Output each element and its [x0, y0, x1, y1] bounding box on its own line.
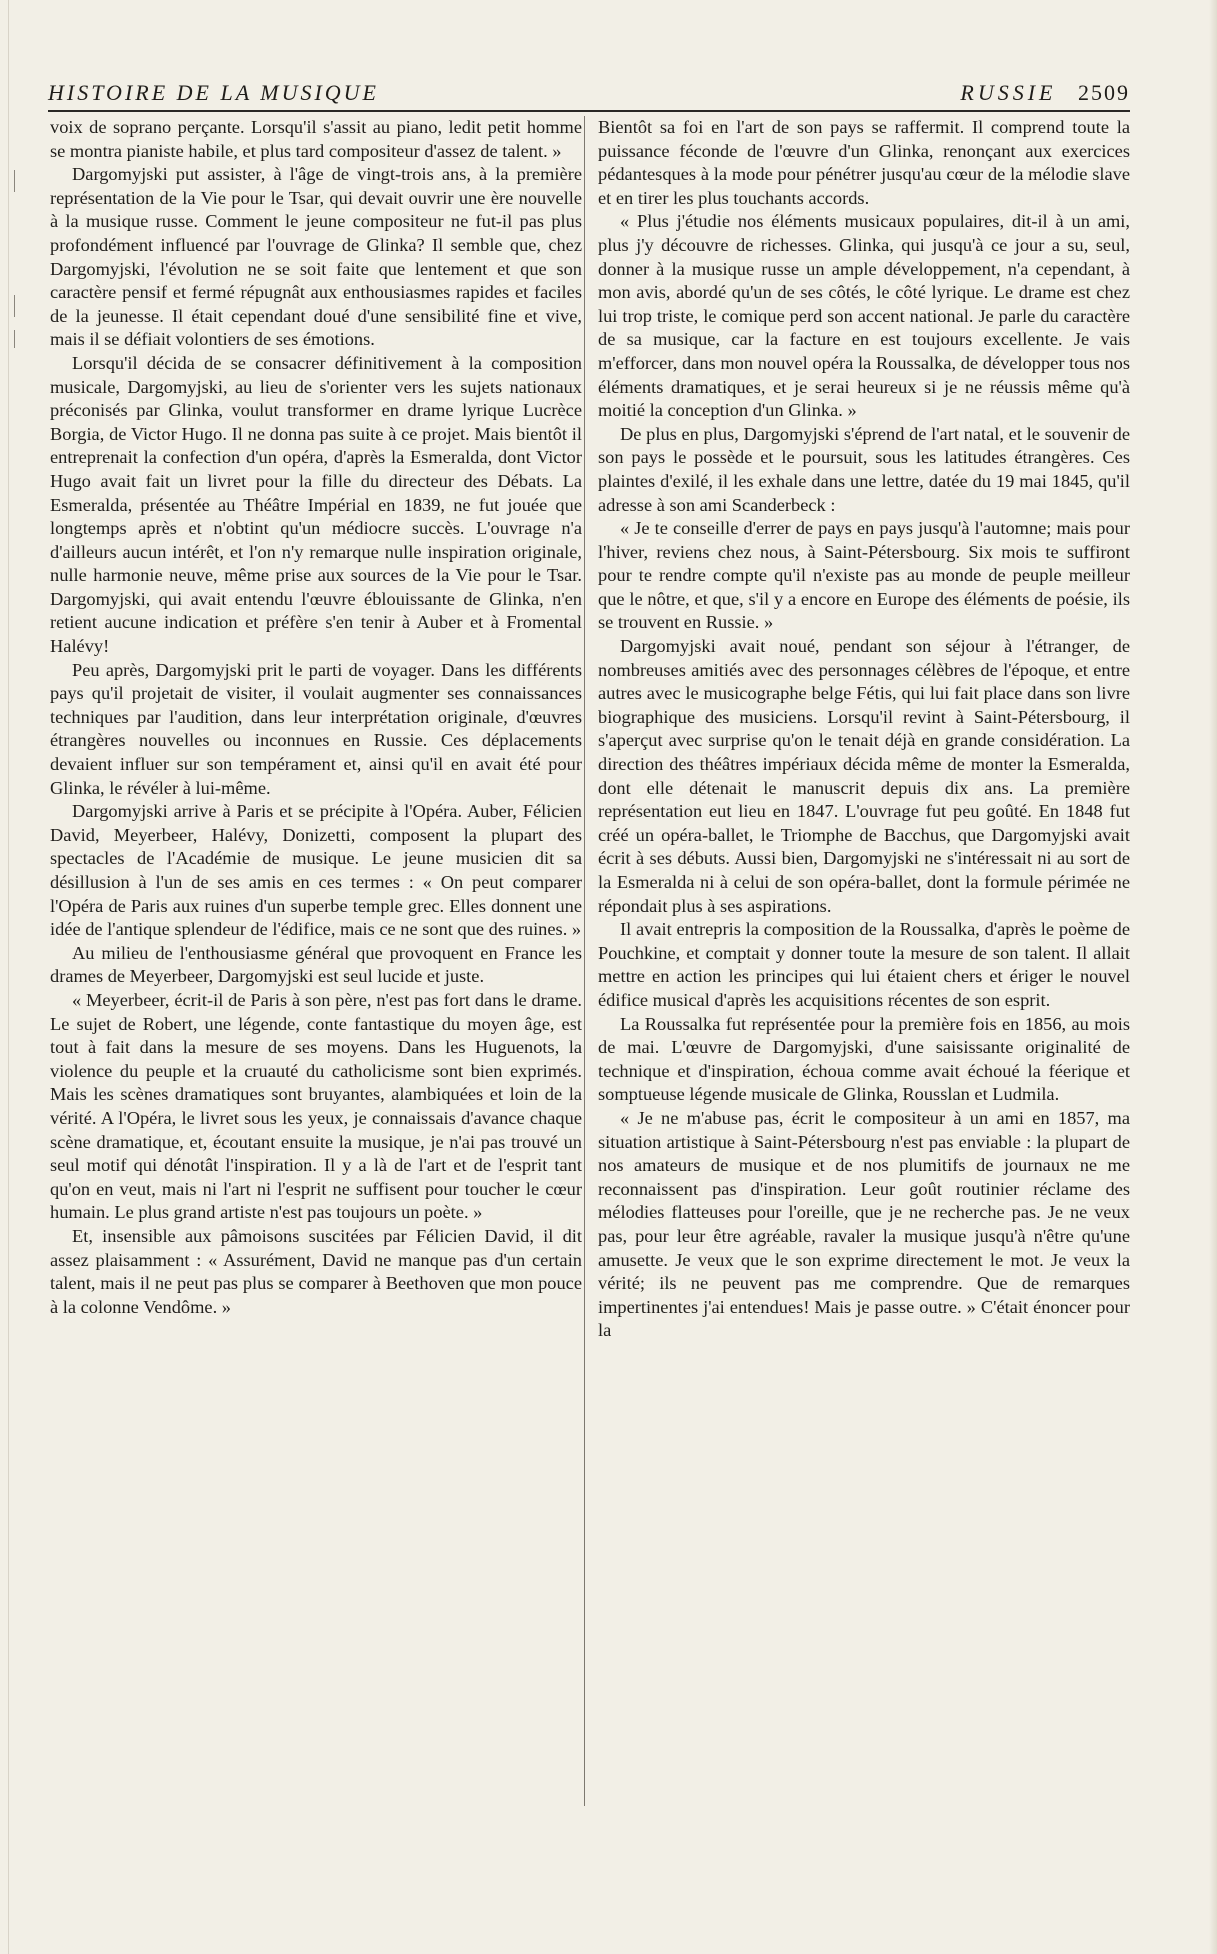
running-title: HISTOIRE DE LA MUSIQUE [48, 80, 379, 105]
paragraph: « Je ne m'abuse pas, écrit le compositeur à un ami en 1857, ma situation artistique à Saint-Pétersbourg n'est pas enviable : la plupart de nos amateurs de musique et de nos plumitifs de journaux ne me reconnaissent pas d'inspiration. Leur goût routinier réclame des mélodies flatteuses pour l'oreille, que je ne recherche pas. Je ne veux pas, pour leur être agréable, ravaler la musique jusqu'à n'être qu'une amusette. Je veux que le son exprime directement le mot. Je veux la vérité; ils ne peuvent pas me comprendre. Que de remarques impertinentes j'ai entendues! Mais je passe outre. » C'était énoncer pour la [598, 1107, 1130, 1341]
header-rule [48, 110, 1130, 112]
margin-mark [14, 295, 15, 317]
paragraph: Il avait entrepris la composition de la Roussalka, d'après le poème de Pouchkine, et comptait y donner toute la mesure de son talent. Il allait mettre en action les principes qui lui étaient chers et ériger le nouvel édifice musical d'après les acquisitions récentes de son esprit. [598, 919, 1130, 1010]
paragraph: Dargomyjski put assister, à l'âge de vingt-trois ans, à la première représentation de la Vie pour le Tsar, qui devait ouvrir une ère nouvelle à la musique russe. Comment le jeune compositeur ne fut-il pas plus profondément influencé par l'ouvrage de Glinka? Il semble que, chez Dargomyjski, l'évolution ne se soit faite que lentement et que son caractère pensif et fermé répugnât aux enthousiasmes rapides et faciles de la jeunesse. Il était cependant doué d'une sensibilité fine et vive, mais il se défiait volontiers de ses émotions. [50, 164, 582, 350]
paragraph: De plus en plus, Dargomyjski s'éprend de l'art natal, et le souvenir de son pays le possède et le poursuit, sous les latitudes étrangères. Ces plaintes d'exilé, il les exhale dans une lettre, datée du 19 mai 1845, qu'il adresse à son ami Scanderbeck : [598, 423, 1130, 515]
paragraph: « Je te conseille d'errer de pays en pays jusqu'à l'automne; mais pour l'hiver, reviens chez nous, à Saint-Pétersbourg. Six mois te suffiront pour te rendre compte qu'il n'existe pas au monde de peuple meilleur que le nôtre, et que, s'il y a encore en Europe des éléments de poésie, ils se trouvent en Russie. » [598, 518, 1130, 633]
left-column [50, 116, 582, 1319]
paragraph: Au milieu de l'enthousiasme général que provoquent en France les drames de Meyerbeer, Dargomyjski est seul lucide et juste. [50, 942, 582, 987]
margin-mark [14, 170, 15, 192]
page-shadow [1209, 0, 1217, 1954]
right-column [598, 116, 1130, 1343]
paragraph: Dargomyjski arrive à Paris et se précipite à l'Opéra. Auber, Félicien David, Meyerbeer, Halévy, Donizetti, composent la plupart des spectacles de l'Académie de musique. Le jeune musicien dit sa désillusion à l'un de ses amis en ces termes : « On peut comparer l'Opéra de Paris aux ruines d'un superbe temple grec. Elles donnent une idée de l'antique splendeur de l'édifice, mais ce ne sont que des ruines. » [50, 801, 582, 940]
paragraph: Lorsqu'il décida de se consacrer définitivement à la composition musicale, Dargomyjski, au lieu de s'orienter vers les sujets nationaux préconisés par Glinka, voulut transformer en drame lyrique Lucrèce Borgia, de Victor Hugo. Il ne donna pas suite à ce projet. Mais bientôt il entreprenait la confection d'un opéra, d'après la Esmeralda, dont Victor Hugo avait fait un livret pour la fille du directeur des Débats. La Esmeralda, présentée au Théâtre Impérial en 1839, ne fut jouée que longtemps après et n'obtint qu'un médiocre succès. L'ouvrage n'a d'ailleurs aucun intérêt, et l'on n'y remarque nulle inspiration originale, nulle harmonie neuve, même prise aux sources de la Vie pour le Tsar. Dargomyjski, qui avait entendu l'œuvre éblouissante de Glinka, n'en retient aucune indication et préfère s'en tenir à Auber et à Fromental Halévy! [50, 352, 582, 657]
running-header [48, 80, 1130, 108]
paragraph: La Roussalka fut représentée pour la première fois en 1856, au mois de mai. L'œuvre de Dargomyjski, d'une saisissante originalité de technique et d'inspiration, échoua comme avait échoué la féerique et somptueuse légende musicale de Glinka, Rousslan et Ludmila. [598, 1013, 1130, 1105]
header-right [960, 80, 1130, 106]
section-title: RUSSIE [960, 80, 1057, 105]
paragraph: « Plus j'étudie nos éléments musicaux populaires, dit-il à un ami, plus j'y découvre de richesses. Glinka, qui jusqu'à ce jour a su, seul, donner à la musique russe un ample développement, n'a cependant, à mon avis, abordé qu'un de ses côtés, le côté lyrique. Le drame est chez lui trop triste, le comique perd son accent national. Je parle du caractère de sa musique, car la facture en est toujours excellente. Je vais m'efforcer, dans mon nouvel opéra la Roussalka, de développer tous nos éléments dramatiques, et je serai heureux si je ne réussis même qu'à moitié la conception d'un Glinka. » [598, 211, 1130, 421]
paragraph: voix de soprano perçante. Lorsqu'il s'assit au piano, ledit petit homme se montra pianiste habile, et plus tard compositeur d'assez de talent. » [50, 117, 582, 161]
paragraph: Peu après, Dargomyjski prit le parti de voyager. Dans les différents pays qu'il projetait de visiter, il voulait augmenter ses connaissances techniques par l'audition, dans leur interprétation originale, d'œuvres étrangères nouvelles ou inconnues en Russie. Ces déplacements devaient influer sur son tempérament et, ainsi qu'il en avait été pour Glinka, le révéler à lui-même. [50, 659, 582, 798]
paragraph: Bientôt sa foi en l'art de son pays se raffermit. Il comprend toute la puissance féconde de l'œuvre d'un Glinka, renonçant aux exercices pédantesques à la mode pour pénétrer jusqu'au cœur de la mélodie slave et en tirer les plus touchants accords. [598, 117, 1130, 208]
paragraph: Dargomyjski avait noué, pendant son séjour à l'étranger, de nombreuses amitiés avec des personnages célèbres de l'époque, et entre autres avec le musicographe belge Fétis, qui lui fait place dans son livre biographique des musiciens. Lorsqu'il revint à Saint-Pétersbourg, il s'aperçut avec surprise qu'on le tenait déjà en grande considération. La direction des théâtres impériaux décida même de monter la Esmeralda, dont elle détenait le manuscrit depuis dix ans. La première représentation eut lieu en 1847. L'ouvrage fut peu goûté. En 1848 fut créé un opéra-ballet, le Triomphe de Bacchus, que Dargomyjski avait écrit à ses débuts. Aussi bien, Dargomyjski ne s'intéressait ni au sort de la Esmeralda ni à celui de son opéra-ballet, dont la formule périmée ne répondait plus à ses aspirations. [598, 636, 1130, 916]
page-number: 2509 [1078, 80, 1130, 105]
paragraph: « Meyerbeer, écrit-il de Paris à son père, n'est pas fort dans le drame. Le sujet de Robert, une légende, conte fantastique du moyen âge, est tout à fait dans la mesure de ses moyens. Dans les Huguenots, la violence du peuple et la cruauté du catholicisme sont bien exprimés. Mais les scènes dramatiques sont bruyantes, alambiquées et loin de la vérité. A l'Opéra, le livret sous les yeux, je connaissais d'avance chaque scène dramatique, et, écoutant ensuite la musique, je n'ai pas trouvé un seul motif qui dénotât l'inspiration. Il y a là de l'art et de l'esprit tant qu'on en veut, mais ni l'art ni l'esprit ne suffisent pour toucher le cœur humain. Le plus grand artiste n'est pas toujours un poète. » [50, 989, 582, 1223]
paragraph: Et, insensible aux pâmoisons suscitées par Félicien David, il dit assez plaisamment : « Assurément, David ne manque pas d'un certain talent, mais il ne peut pas plus se comparer à Beethoven que mon pouce à la colonne Vendôme. » [50, 1225, 582, 1317]
page-edge [8, 0, 9, 1954]
margin-mark [14, 330, 15, 348]
